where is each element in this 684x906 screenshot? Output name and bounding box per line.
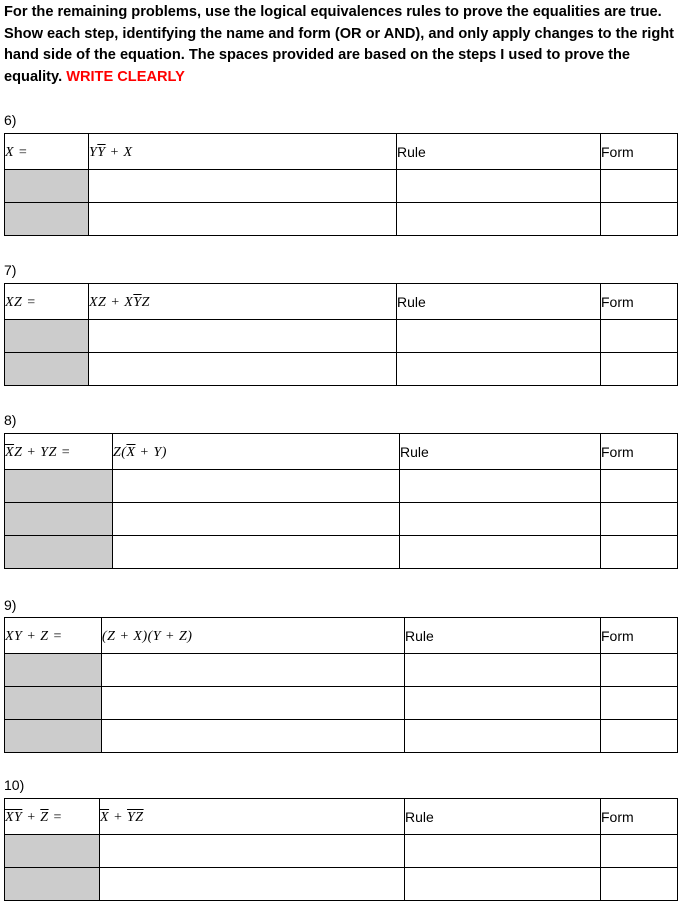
shaded-cell (5, 687, 102, 720)
shaded-cell (5, 353, 89, 386)
step-form-cell[interactable] (601, 503, 678, 536)
step-expression-cell[interactable] (102, 654, 405, 687)
step-row (5, 835, 678, 868)
expression-term: + X (105, 144, 133, 160)
negated-term: $\overline{Y}$ (97, 144, 106, 160)
step-rule-cell[interactable] (400, 470, 601, 503)
step-expression-cell[interactable] (100, 835, 405, 868)
expression-term: XZ + X (89, 294, 134, 310)
shaded-cell (5, 720, 102, 753)
step-rule-cell[interactable] (405, 835, 601, 868)
step-form-cell[interactable] (601, 203, 678, 236)
step-row (5, 654, 678, 687)
step-rule-cell[interactable] (405, 868, 601, 901)
step-rule-cell[interactable] (400, 536, 601, 569)
negated-term: $\overline{X}$ (126, 444, 136, 460)
step-row (5, 868, 678, 901)
step-row (5, 687, 678, 720)
step-form-cell[interactable] (601, 320, 678, 353)
negated-term: $\overline{Z}$ (40, 809, 49, 825)
shaded-cell (5, 654, 102, 687)
step-row (5, 503, 678, 536)
lhs-expression (5, 295, 36, 310)
expression-term: = (48, 809, 63, 825)
rhs-cell (113, 434, 400, 470)
lhs-cell (5, 284, 89, 320)
form-header: Form (601, 799, 678, 835)
expression-term: XZ = (5, 294, 37, 310)
step-form-cell[interactable] (601, 536, 678, 569)
rule-header: Rule (405, 618, 601, 654)
proof-table-10 (4, 798, 678, 901)
lhs-expression (5, 145, 28, 160)
shaded-cell (5, 320, 89, 353)
lhs-cell (5, 134, 89, 170)
step-form-cell[interactable] (601, 720, 678, 753)
expression-term: (Z + X)(Y + Z) (102, 628, 193, 644)
step-rule-cell[interactable] (397, 353, 601, 386)
step-row (5, 320, 678, 353)
shaded-cell (5, 503, 113, 536)
step-rule-cell[interactable] (397, 170, 601, 203)
negated-term: $\overline{XY}$ (5, 809, 23, 825)
step-form-cell[interactable] (601, 687, 678, 720)
rhs-cell (89, 134, 397, 170)
shaded-cell (5, 536, 113, 569)
expression-term: Y (89, 144, 98, 160)
step-form-cell[interactable] (601, 654, 678, 687)
step-form-cell[interactable] (601, 868, 678, 901)
rule-header: Rule (405, 799, 601, 835)
problem-label-7: 7) (4, 262, 17, 278)
step-expression-cell[interactable] (102, 687, 405, 720)
step-expression-cell[interactable] (89, 353, 397, 386)
expression-term: + Y) (135, 444, 167, 460)
rhs-cell (100, 799, 405, 835)
step-rule-cell[interactable] (405, 687, 601, 720)
negated-term: $\overline{Y}$ (133, 294, 142, 310)
step-form-cell[interactable] (601, 353, 678, 386)
step-expression-cell[interactable] (89, 170, 397, 203)
problem-label-9: 9) (4, 597, 17, 613)
expression-term: Z + YZ = (14, 444, 71, 460)
step-row (5, 170, 678, 203)
expression-term: + (109, 809, 128, 825)
shaded-cell (5, 470, 113, 503)
rhs-expression (102, 629, 192, 644)
instructions (4, 2, 676, 88)
header-row (5, 799, 678, 835)
proof-table-8 (4, 433, 678, 569)
step-rule-cell[interactable] (397, 320, 601, 353)
expression-term: X = (5, 144, 28, 160)
rule-header: Rule (397, 284, 601, 320)
shaded-cell (5, 170, 89, 203)
negated-term: $\overline{X}$ (100, 809, 110, 825)
expression-term: + (22, 809, 41, 825)
step-rule-cell[interactable] (397, 203, 601, 236)
step-expression-cell[interactable] (113, 536, 400, 569)
shaded-cell (5, 203, 89, 236)
header-row (5, 434, 678, 470)
expression-term: Z (141, 294, 150, 310)
proof-table-6 (4, 133, 678, 236)
expression-term: Z( (113, 444, 127, 460)
negated-term: $\overline{YZ}$ (127, 809, 144, 825)
step-expression-cell[interactable] (102, 720, 405, 753)
step-expression-cell[interactable] (89, 320, 397, 353)
problem-label-10: 10) (4, 777, 25, 793)
rhs-cell (89, 284, 397, 320)
step-row (5, 536, 678, 569)
form-header: Form (601, 284, 678, 320)
step-expression-cell[interactable] (100, 868, 405, 901)
rule-header: Rule (397, 134, 601, 170)
lhs-expression (5, 445, 71, 460)
lhs-cell (5, 799, 100, 835)
form-header: Form (601, 434, 678, 470)
lhs-cell (5, 434, 113, 470)
header-row (5, 618, 678, 654)
rhs-cell (102, 618, 405, 654)
lhs-cell (5, 618, 102, 654)
step-row (5, 720, 678, 753)
instructions-text: For the remaining problems, use the logical equivalences rules to prove the equalities are true. Show each step, identifying the name and form (OR or AND), and only apply changes to the right hand side of the equation. The spaces provided are based on the steps I used to prove the equality. (4, 4, 675, 85)
rhs-expression (89, 295, 150, 310)
form-header: Form (601, 618, 678, 654)
step-form-cell[interactable] (601, 170, 678, 203)
header-row (5, 134, 678, 170)
step-form-cell[interactable] (601, 470, 678, 503)
form-header: Form (601, 134, 678, 170)
problem-label-8: 8) (4, 412, 17, 428)
shaded-cell (5, 868, 100, 901)
header-row (5, 284, 678, 320)
expression-term: XY + Z = (5, 628, 63, 644)
step-row (5, 470, 678, 503)
step-rule-cell[interactable] (400, 503, 601, 536)
step-rule-cell[interactable] (405, 720, 601, 753)
step-expression-cell[interactable] (113, 470, 400, 503)
step-rule-cell[interactable] (405, 654, 601, 687)
lhs-expression (5, 810, 63, 825)
negated-term: $\overline{X}$ (5, 444, 15, 460)
step-expression-cell[interactable] (113, 503, 400, 536)
step-form-cell[interactable] (601, 835, 678, 868)
step-expression-cell[interactable] (89, 203, 397, 236)
shaded-cell (5, 835, 100, 868)
lhs-expression (5, 629, 63, 644)
step-row (5, 353, 678, 386)
step-row (5, 203, 678, 236)
rhs-expression (113, 445, 167, 460)
rule-header: Rule (400, 434, 601, 470)
proof-table-9 (4, 617, 678, 753)
problem-label-6: 6) (4, 112, 17, 128)
rhs-expression (100, 810, 144, 825)
proof-table-7 (4, 283, 678, 386)
rhs-expression (89, 145, 133, 160)
write-clearly-emphasis: WRITE CLEARLY (66, 68, 185, 85)
